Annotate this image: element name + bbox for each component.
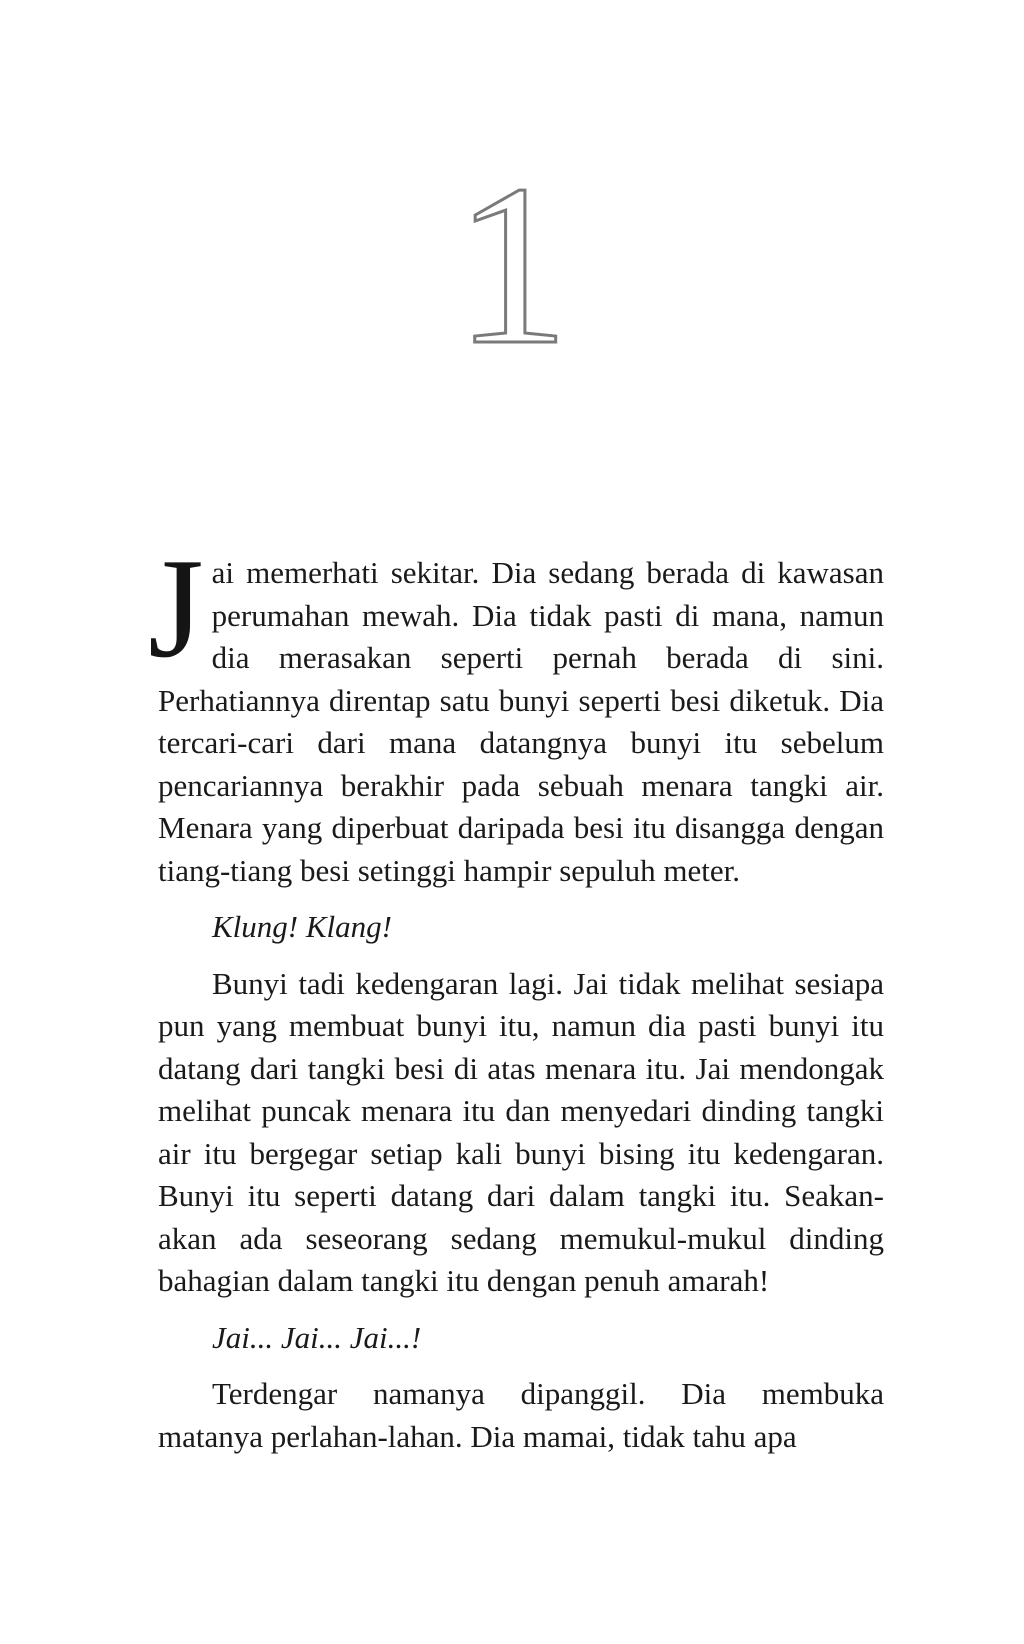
chapter-number: 1 bbox=[454, 137, 570, 392]
chapter-text bbox=[148, 529, 884, 1458]
name-call-line: Jai... Jai... Jai...! bbox=[212, 1319, 422, 1355]
paragraph-3: Terdengar namanya dipanggil. Dia membuka matanya perlahan-lahan. Dia mamai, tidak tahu apa bbox=[158, 1376, 884, 1454]
opening-paragraph-text: ai memerhati sekitar. Dia sedang berada di kawasan perumahan mewah. Dia tidak pasti di mana, namun dia merasakan seperti pernah berada di sini. Perhatiannya direntap satu bunyi seperti besi diketuk. Dia tercari-cari dari mana datangnya bunyi itu sebelum pencariannya berakhir pada sebuah menara tangki air. Menara yang diperbuat daripada besi itu disangga dengan tiang-tiang besi setinggi hampir sepuluh meter. bbox=[158, 555, 884, 888]
sound-effect-line: Klung! Klang! bbox=[212, 909, 392, 944]
opening-paragraph bbox=[148, 529, 884, 892]
drop-cap: J bbox=[148, 529, 204, 687]
paragraph-2: Bunyi tadi kedengaran lagi. Jai tidak melihat sesiapa pun yang membuat bunyi itu, namun dia pasti bunyi itu datang dari tangki besi di atas menara itu. Jai mendongak melihat puncak menara itu dan menyedari dinding tangki air itu bergegar setiap kali bunyi bising itu kedengaran. Bunyi itu seperti datang dari dalam tangki itu. Seakan-akan ada seseorang sedang memukul-mukul dinding bahagian dalam tangki itu dengan penuh amarah! bbox=[158, 965, 884, 1298]
